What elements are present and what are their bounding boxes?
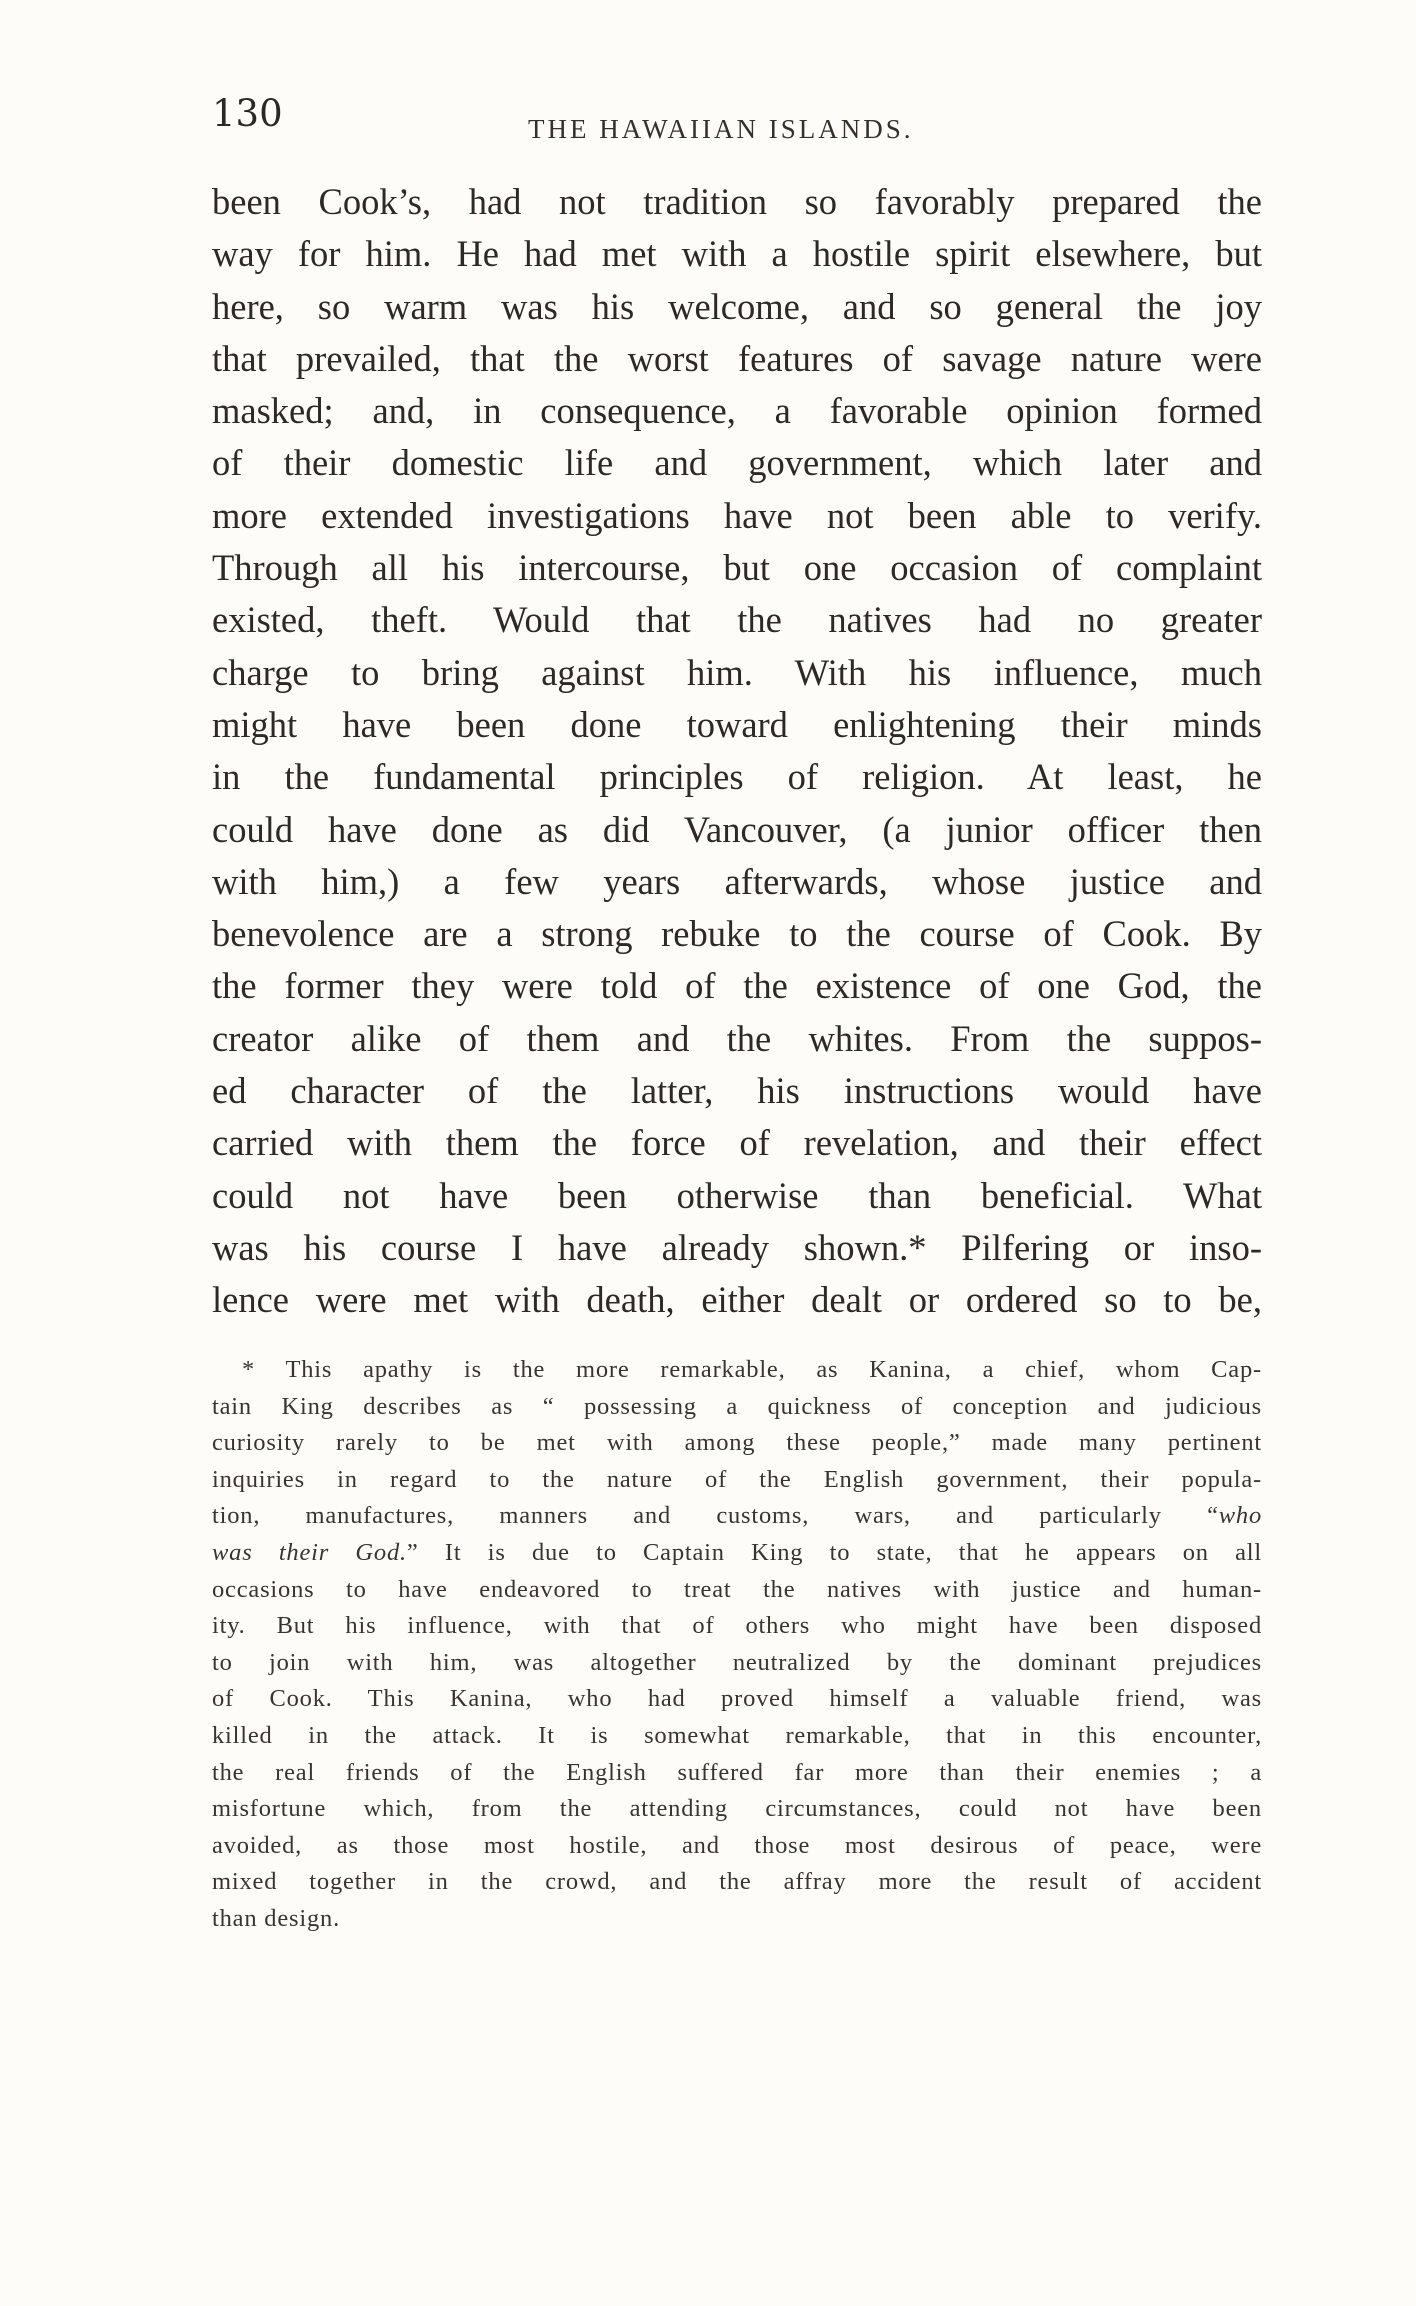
- footnote: [212, 1352, 1262, 1938]
- text-line: way for him. He had met with a hostile spirit elsewhere, but: [212, 233, 1262, 275]
- footnote-text: tion, manufactures, manners and customs, wars, and particularly “: [212, 1502, 1219, 1530]
- text-line: carried with them the force of revelation, and their effect: [212, 1122, 1262, 1164]
- footnote-line: mixed together in the crowd, and the affray more the result of accident: [212, 1868, 1262, 1896]
- footnote-line: than design.: [212, 1904, 340, 1932]
- footnote-line: of Cook. This Kanina, who had proved himself a valuable friend, was: [212, 1685, 1262, 1713]
- footnote-line: tain King describes as “ possessing a quickness of conception and judicious: [212, 1392, 1262, 1420]
- text-line: could not have been otherwise than beneficial. What: [212, 1174, 1262, 1216]
- footnote-line: * This apathy is the more remarkable, as Kanina, a chief, whom Cap-: [242, 1356, 1262, 1383]
- page-header: [212, 92, 1272, 152]
- footnote-text: ” It is due to Captain King to state, that he appears on all: [406, 1538, 1262, 1566]
- footnote-line: misfortune which, from the attending circumstances, could not have been: [212, 1795, 1262, 1823]
- text-line: that prevailed, that the worst features of savage nature were: [212, 337, 1262, 379]
- text-line: been Cook’s, had not tradition so favorably prepared the: [212, 181, 1262, 222]
- text-line: benevolence are a strong rebuke to the course of Cook. By: [212, 913, 1262, 955]
- footnote-line: curiosity rarely to be met with among these people,” made many pertinent: [212, 1429, 1262, 1457]
- footnote-line: killed in the attack. It is somewhat remarkable, that in this encounter,: [212, 1721, 1262, 1749]
- text-line: could have done as did Vancouver, (a junior officer then: [212, 808, 1262, 850]
- text-line: existed, theft. Would that the natives had no greater: [212, 599, 1262, 641]
- text-line: with him,) a few years afterwards, whose justice and: [212, 860, 1262, 902]
- text-line: charge to bring against him. With his influence, much: [212, 651, 1262, 693]
- footnote-line: [212, 1498, 1262, 1535]
- text-line: here, so warm was his welcome, and so general the joy: [212, 285, 1262, 327]
- footnote-line: avoided, as those most hostile, and those most desirous of peace, were: [212, 1831, 1262, 1859]
- footnote-line: ity. But his influence, with that of others who might have been disposed: [212, 1612, 1262, 1640]
- text-line: in the fundamental principles of religion. At least, he: [212, 756, 1262, 798]
- running-head: THE HAWAIIAN ISLANDS.: [528, 114, 914, 144]
- text-line: Through all his intercourse, but one occasion of complaint: [212, 547, 1262, 589]
- text-line: of their domestic life and government, which later and: [212, 442, 1262, 484]
- text-line: masked; and, in consequence, a favorable opinion formed: [212, 390, 1262, 432]
- footnote-line: [212, 1535, 1262, 1572]
- text-line: might have been done toward enlightening their minds: [212, 703, 1262, 745]
- footnote-line: the real friends of the English suffered far more than their enemies ; a: [212, 1758, 1262, 1786]
- footnote-italic-text: was their God.: [212, 1538, 407, 1566]
- text-line: more extended investigations have not been able to verify.: [212, 494, 1262, 536]
- text-line: creator alike of them and the whites. From the suppos-: [212, 1017, 1262, 1059]
- page-number: 130: [212, 92, 283, 135]
- text-line: the former they were told of the existence of one God, the: [212, 965, 1262, 1007]
- main-text: [212, 176, 1262, 1327]
- text-line: ed character of the latter, his instructions would have: [212, 1070, 1262, 1112]
- text-line: lence were met with death, either dealt or ordered so to be,: [212, 1279, 1262, 1321]
- footnote-line: occasions to have endeavored to treat the natives with justice and human-: [212, 1575, 1262, 1603]
- footnote-line: to join with him, was altogether neutralized by the dominant prejudices: [212, 1648, 1262, 1676]
- footnote-line: inquiries in regard to the nature of the English government, their popula-: [212, 1465, 1262, 1493]
- footnote-italic-text: who: [1218, 1502, 1262, 1530]
- text-line: was his course I have already shown.* Pilfering or inso-: [212, 1226, 1262, 1268]
